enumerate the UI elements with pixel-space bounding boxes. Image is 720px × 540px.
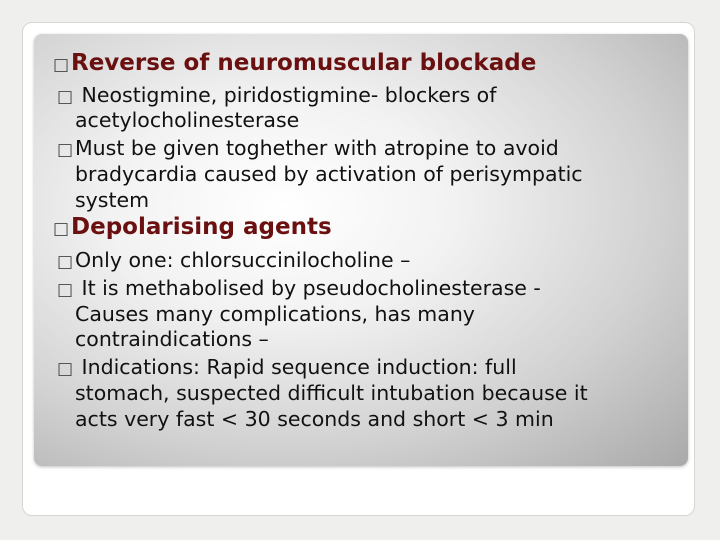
bullet-icon: □ — [57, 280, 74, 300]
bullet-icon: □ — [57, 87, 74, 107]
list-item-chlorsuccinilocholine — [57, 247, 410, 275]
list-item-indications — [57, 354, 517, 382]
list-item-atropine — [57, 135, 559, 163]
item-text: acts very fast < 30 seconds and short < 3 min — [75, 407, 554, 431]
list-item-continuation — [75, 380, 588, 406]
list-item-continuation — [75, 301, 475, 327]
item-text: stomach, suspected difficult intubation because it — [75, 381, 588, 405]
item-text: Neostigmine, piridostigmine- blockers of — [81, 83, 497, 107]
heading-depolarising-agents — [53, 214, 332, 242]
item-text: Must be given toghether with atropine to avoid — [75, 136, 559, 160]
list-item-pseudocholinesterase — [57, 275, 541, 303]
bullet-icon: □ — [53, 219, 70, 239]
list-item-continuation — [75, 161, 583, 187]
heading-reverse-blockade — [53, 50, 536, 78]
item-text: acetylocholinesterase — [75, 108, 300, 132]
bullet-icon: □ — [57, 359, 74, 379]
item-text: system — [75, 188, 150, 212]
heading-text: Reverse of neuromuscular blockade — [71, 50, 537, 76]
bullet-icon: □ — [53, 55, 70, 75]
item-text: Indications: Rapid sequence induction: full — [81, 355, 517, 379]
list-item-continuation — [75, 107, 299, 133]
list-item-continuation — [75, 187, 149, 213]
list-item-continuation — [75, 326, 269, 352]
item-text: It is methabolised by pseudocholinesterase - — [81, 276, 541, 300]
item-text: Causes many complications, has many — [75, 302, 475, 326]
item-text: bradycardia caused by activation of perisympatic — [75, 162, 583, 186]
item-text: Only one: chlorsuccinilocholine – — [75, 248, 411, 272]
bullet-icon: □ — [57, 252, 74, 272]
bullet-icon: □ — [57, 140, 74, 160]
list-item-continuation — [75, 406, 554, 432]
item-text: contraindications – — [75, 327, 269, 351]
heading-text: Depolarising agents — [71, 214, 332, 240]
list-item-neostigmine — [57, 82, 496, 110]
